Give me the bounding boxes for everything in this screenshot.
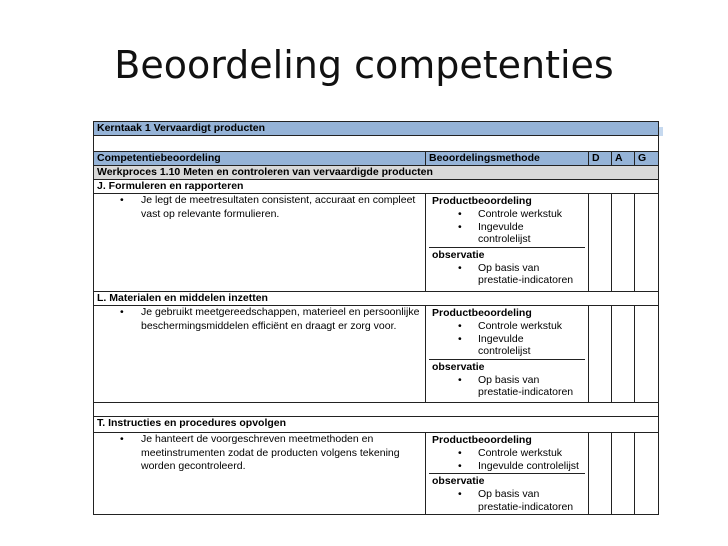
method-cell: [426, 306, 589, 403]
section-heading-row: [94, 180, 659, 194]
method-item: • Ingevulde controlelijst: [432, 333, 558, 358]
spacer-row: [94, 136, 659, 152]
method-block: [429, 433, 585, 473]
method-cell: [426, 194, 589, 292]
method-item: • Op basis van prestatie-indicatoren: [432, 262, 578, 287]
method-item: • Op basis van prestatie-indicatoren: [432, 374, 578, 399]
competence-cell: [94, 306, 426, 403]
method-item: • Controle werkstuk: [432, 208, 582, 221]
assessment-table: [93, 121, 659, 515]
g-cell: [635, 433, 659, 515]
method-heading: observatie: [432, 360, 485, 373]
d-header: D: [589, 152, 612, 166]
section-body-row: [94, 194, 659, 292]
spacer-cell: [94, 403, 659, 417]
g-header: G: [635, 152, 659, 166]
a-cell: [612, 306, 635, 403]
spacer-cell: [94, 136, 659, 152]
competence-bullet: • Je legt de meetresultaten consistent, accuraat en compleet vast op relevante formulieren.: [97, 194, 422, 221]
a-cell: [612, 433, 635, 515]
section-heading: T. Instructies en procedures opvolgen: [94, 417, 659, 433]
section-heading-row: [94, 417, 659, 433]
method-heading: observatie: [432, 248, 485, 261]
competence-cell: [94, 433, 426, 515]
section-body-row: [94, 433, 659, 515]
d-cell: [589, 194, 612, 292]
competence-cell: [94, 194, 426, 292]
methode-header: Beoordelingsmethode: [426, 152, 589, 166]
section-body-row: [94, 306, 659, 403]
g-cell: [635, 194, 659, 292]
method-item: • Controle werkstuk: [432, 320, 582, 333]
method-heading: Productbeoordeling: [432, 195, 532, 207]
a-header: A: [612, 152, 635, 166]
kerntaak-label: Kerntaak 1 Vervaardigt producten: [94, 122, 659, 136]
method-item: • Ingevulde controlelijst: [432, 460, 582, 473]
method-item: • Ingevulde controlelijst: [432, 221, 558, 246]
competentie-header: Competentiebeoordeling: [94, 152, 426, 166]
method-block: [429, 247, 585, 288]
method-block: [429, 473, 585, 514]
method-block: [429, 359, 585, 400]
column-header-row: [94, 152, 659, 166]
competence-bullet: • Je gebruikt meetgereedschappen, materieel en persoonlijke beschermingsmiddelen efficiënt en draagt er zorg voor.: [97, 306, 422, 333]
d-cell: [589, 306, 612, 403]
section-heading-row: [94, 292, 659, 306]
werkproces-row: [94, 166, 659, 180]
section-heading: L. Materialen en middelen inzetten: [94, 292, 659, 306]
method-item: • Controle werkstuk: [432, 447, 582, 460]
slide-title: Beoordeling competenties: [114, 43, 614, 87]
competence-bullet: • Je hanteert de voorgeschreven meetmethoden en meetinstrumenten zodat de producten volgens tekening worden gecontroleerd.: [97, 433, 422, 474]
method-block: [429, 306, 585, 359]
assessment-document: [93, 121, 658, 525]
a-cell: [612, 194, 635, 292]
method-block: [429, 194, 585, 247]
spacer-row: [94, 403, 659, 417]
method-cell: [426, 433, 589, 515]
method-item: • Op basis van prestatie-indicatoren: [432, 488, 578, 513]
kerntaak-row: [94, 122, 659, 136]
section-heading: J. Formuleren en rapporteren: [94, 180, 659, 194]
method-heading: Productbeoordeling: [432, 434, 532, 446]
method-heading: observatie: [432, 475, 485, 487]
werkproces-label: Werkproces 1.10 Meten en controleren van vervaardigde producten: [94, 166, 659, 180]
d-cell: [589, 433, 612, 515]
method-heading: Productbeoordeling: [432, 307, 532, 319]
g-cell: [635, 306, 659, 403]
